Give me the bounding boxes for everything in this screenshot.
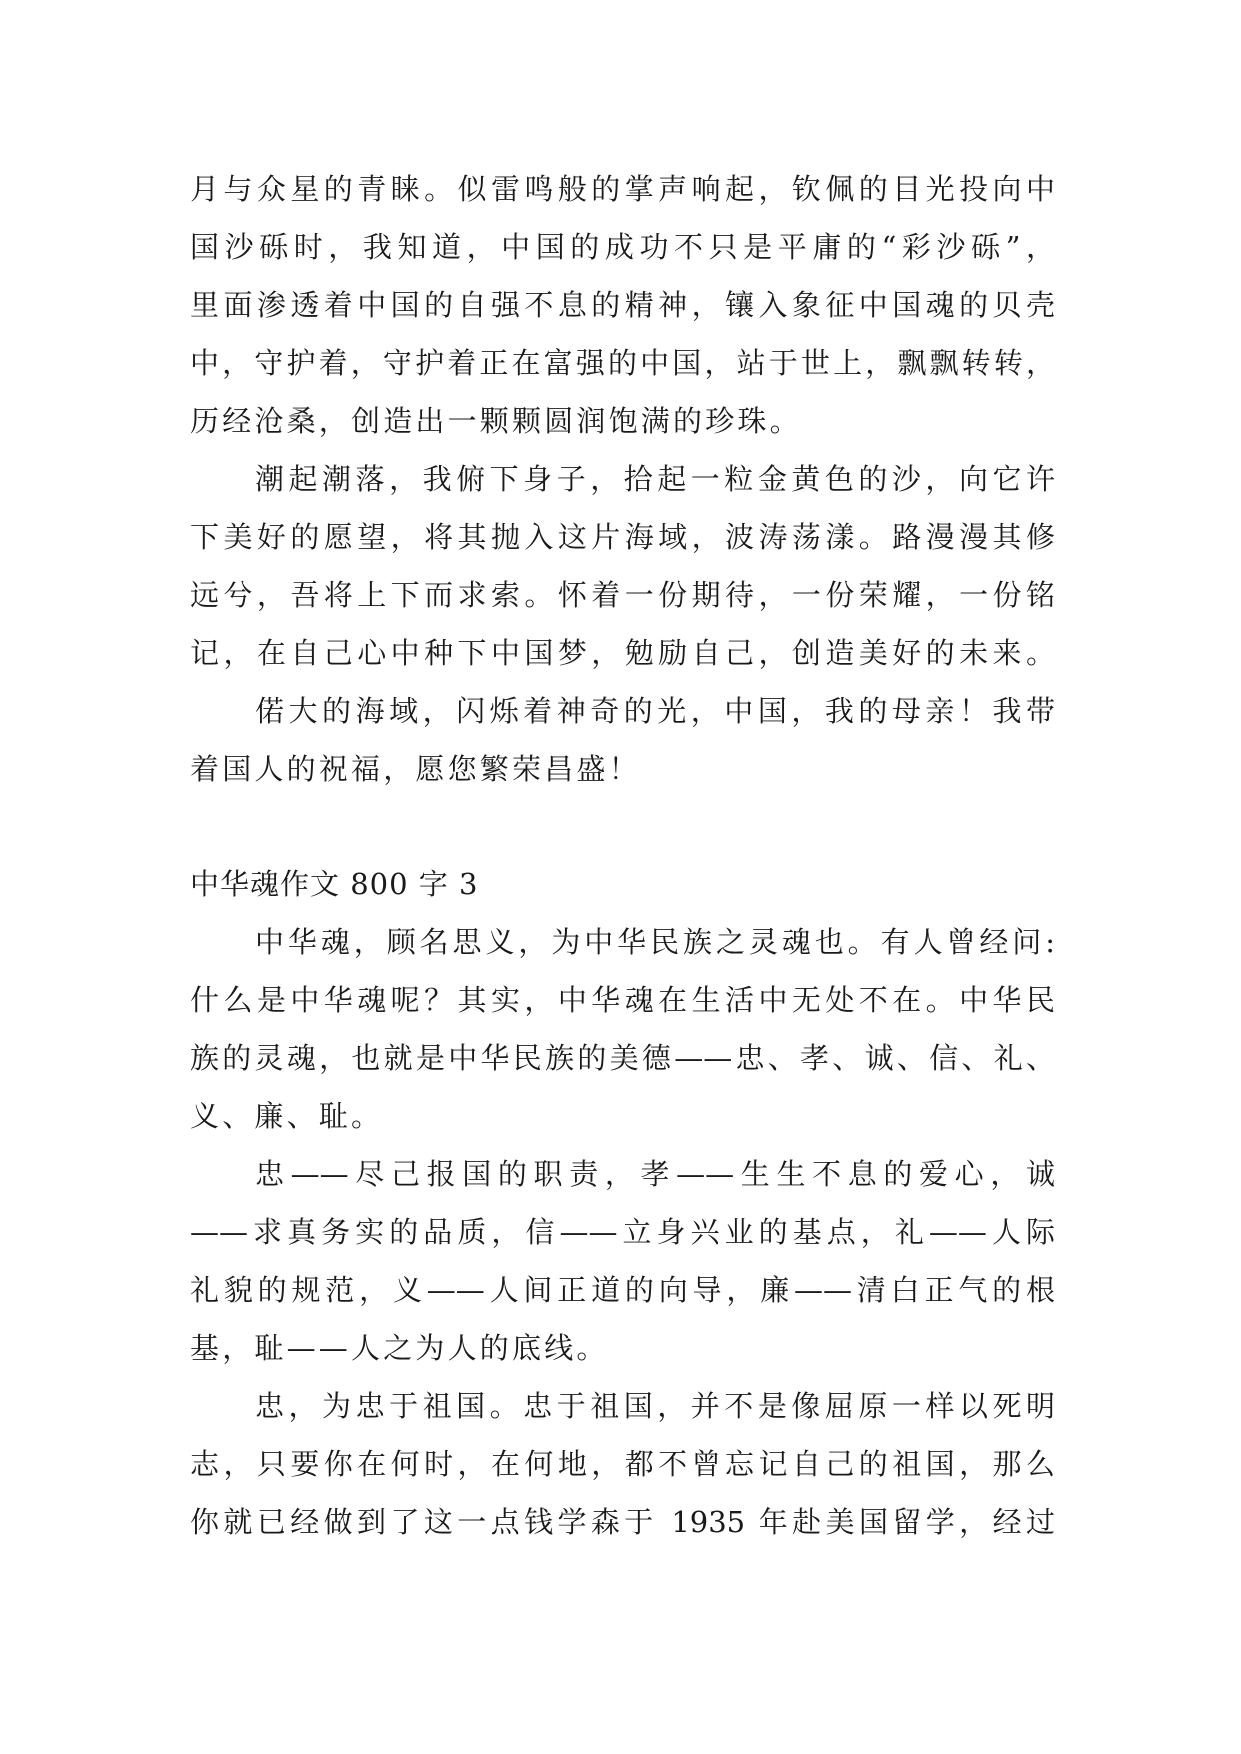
text-line: 族的灵魂，也就是中华民族的美德——忠、孝、诚、信、礼、 bbox=[190, 1041, 1055, 1075]
paragraph bbox=[190, 1377, 1055, 1551]
paragraph bbox=[190, 450, 1055, 682]
text-line: 国沙砾时，我知道，中国的成功不只是平庸的“彩沙砾”， bbox=[190, 230, 1055, 264]
paragraph bbox=[190, 913, 1055, 1145]
text-line: 志，只要你在何时，在何地，都不曾忘记自己的祖国，那么 bbox=[190, 1447, 1055, 1481]
text-line: ——求真务实的品质，信——立身兴业的基点，礼——人际 bbox=[190, 1215, 1055, 1249]
text-line: 远兮，吾将上下而求索。怀着一份期待，一份荣耀，一份铭 bbox=[190, 578, 1055, 612]
text-line: 历经沧桑，创造出一颗颗圆润饱满的珍珠。 bbox=[190, 404, 802, 438]
text-line: 礼貌的规范，义——人间正道的向导，廉——清白正气的根 bbox=[190, 1273, 1055, 1307]
text-line: 义、廉、耻。 bbox=[190, 1099, 384, 1133]
text-line: 中，守护着，守护着正在富强的中国，站于世上，飘飘转转， bbox=[190, 346, 1055, 380]
paragraph bbox=[190, 1145, 1055, 1377]
text-line: 潮起潮落，我俯下身子，拾起一粒金黄色的沙，向它许 bbox=[255, 462, 1055, 496]
text-line: 记，在自己心中种下中国梦，勉励自己，创造美好的未来。 bbox=[190, 636, 1055, 670]
paragraph bbox=[190, 160, 1055, 450]
text-line: 忠，为忠于祖国。忠于祖国，并不是像屈原一样以死明 bbox=[255, 1389, 1055, 1423]
text-line: 月与众星的青睐。似雷鸣般的掌声响起，钦佩的目光投向中 bbox=[190, 172, 1055, 206]
text-line: 基，耻——人之为人的底线。 bbox=[190, 1331, 609, 1365]
text-line: 着国人的祝福，愿您繁荣昌盛！ bbox=[190, 752, 641, 786]
document-body bbox=[190, 160, 1055, 1551]
heading-text: 中华魂作文 800 字 3 bbox=[190, 867, 479, 901]
text-line: 偌大的海域，闪烁着神奇的光，中国，我的母亲！我带 bbox=[255, 694, 1055, 728]
section-spacer bbox=[190, 798, 1055, 855]
text-line: 中华魂，顾名思义，为中华民族之灵魂也。有人曾经问: bbox=[255, 925, 1055, 959]
text-line: 什么是中华魂呢？其实，中华魂在生活中无处不在。中华民 bbox=[190, 983, 1055, 1017]
section-heading bbox=[190, 855, 1055, 913]
text-line: 里面渗透着中国的自强不息的精神，镶入象征中国魂的贝壳 bbox=[190, 288, 1055, 322]
text-line: 忠——尽己报国的职责，孝——生生不息的爱心，诚 bbox=[255, 1157, 1055, 1191]
paragraph bbox=[190, 682, 1055, 798]
text-line: 下美好的愿望，将其抛入这片海域，波涛荡漾。路漫漫其修 bbox=[190, 520, 1055, 554]
text-line: 你就已经做到了这一点钱学森于 1935 年赴美国留学，经过 bbox=[190, 1505, 1055, 1539]
